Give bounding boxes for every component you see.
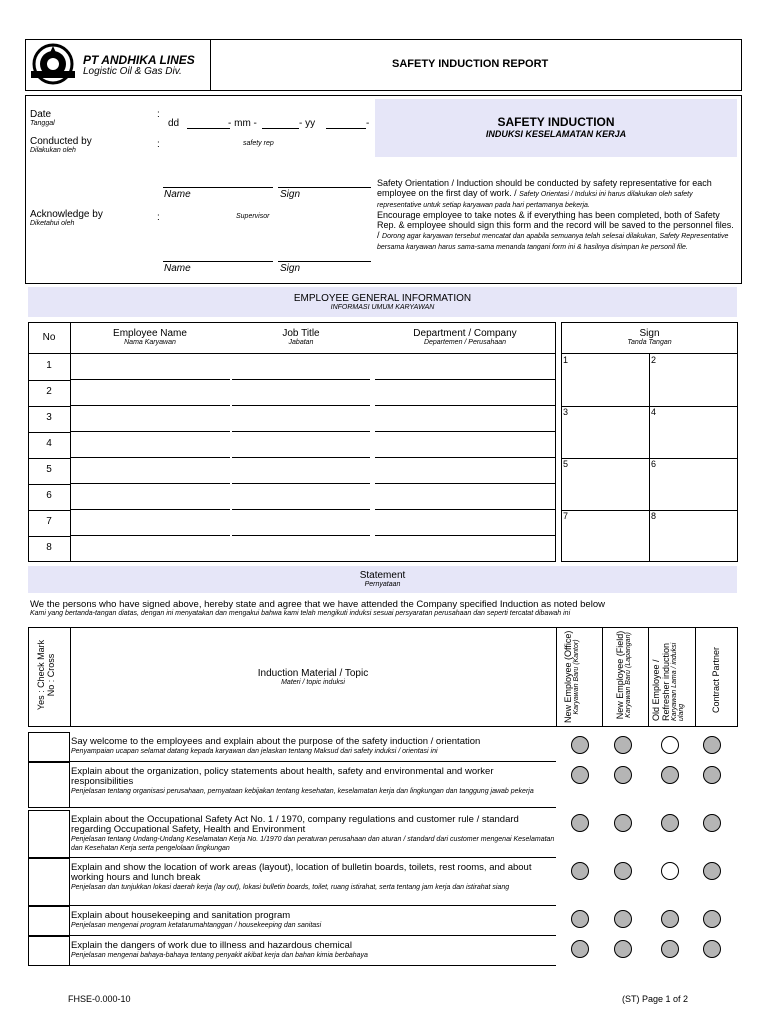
checklist-item bbox=[71, 767, 556, 796]
applicability-circle bbox=[614, 862, 632, 880]
ack-sign-field[interactable] bbox=[278, 261, 371, 262]
job-title-cell[interactable] bbox=[232, 510, 370, 536]
col-dept-header: Department / Company bbox=[413, 328, 517, 339]
employee-name-cell[interactable] bbox=[70, 432, 230, 458]
sign-cell[interactable] bbox=[562, 406, 649, 458]
date-mm-field[interactable] bbox=[262, 128, 299, 129]
date-sublabel: Tanggal bbox=[30, 120, 55, 127]
checklist-item bbox=[71, 815, 556, 853]
employee-row-divider bbox=[28, 380, 70, 381]
applicability-circle bbox=[614, 814, 632, 832]
check-box[interactable] bbox=[28, 762, 70, 808]
col-field-sub: Karyawan Baru (Lapangan) bbox=[625, 632, 632, 718]
applicability-circle bbox=[571, 910, 589, 928]
company-division: Logistic Oil & Gas Div. bbox=[83, 66, 182, 77]
department-cell[interactable] bbox=[375, 406, 555, 432]
col-name-subheader: Nama Karyawan bbox=[124, 339, 176, 346]
employee-info-title: EMPLOYEE GENERAL INFORMATION bbox=[293, 293, 472, 304]
ack-label: Acknowledge by bbox=[30, 209, 103, 220]
applicability-circle bbox=[661, 766, 679, 784]
ack-name-caption: Name bbox=[164, 263, 191, 274]
department-cell[interactable] bbox=[375, 510, 555, 536]
conducted-name-caption: Name bbox=[164, 189, 191, 200]
date-yy-field[interactable] bbox=[326, 128, 366, 129]
job-title-cell[interactable] bbox=[232, 484, 370, 510]
date-end-dash: - bbox=[366, 118, 370, 129]
job-title-cell[interactable] bbox=[232, 432, 370, 458]
date-yy-label: - yy bbox=[299, 118, 316, 129]
check-mark-header bbox=[36, 630, 56, 720]
employee-row-number: 1 bbox=[46, 360, 52, 371]
job-title-cell[interactable] bbox=[232, 458, 370, 484]
employee-row-number: 3 bbox=[46, 412, 52, 423]
applicability-circle bbox=[614, 736, 632, 754]
footer-page: (ST) Page 1 of 2 bbox=[622, 994, 689, 1004]
topic-header: Induction Material / Topic bbox=[257, 668, 369, 679]
department-cell[interactable] bbox=[375, 458, 555, 484]
applicability-circle bbox=[571, 862, 589, 880]
col-no-header: No bbox=[42, 332, 56, 343]
applicability-circle bbox=[661, 910, 679, 928]
header-divider bbox=[210, 39, 211, 91]
check-mark-header-line2: No : Cross bbox=[46, 653, 56, 697]
ack-sign-caption: Sign bbox=[280, 263, 301, 274]
statement-text-id: Kami yang bertanda-tangan diatas, dengan ini menyatakan dan mengakui bahwa kami telah mengikuti induksi sesuai persyaratan perusahaan dan seperti tercatat dibawah ini bbox=[30, 610, 571, 617]
col-office-sub: Karyawan Baru (Kantor) bbox=[573, 639, 580, 715]
date-dd-field[interactable] bbox=[187, 128, 230, 129]
statement-text: We the persons who have signed above, hereby state and agree that we have attended the Company specified Induction as noted below bbox=[30, 599, 605, 610]
applicability-circle bbox=[614, 940, 632, 958]
checklist-row-divider bbox=[70, 857, 556, 858]
col-dept-subheader: Departemen / Perusahaan bbox=[423, 339, 507, 346]
checklist-item bbox=[71, 911, 556, 930]
col-office-header bbox=[563, 631, 580, 723]
employee-row-divider bbox=[28, 458, 70, 459]
checklist-col3-divider bbox=[602, 627, 603, 727]
checklist-col5-divider bbox=[695, 627, 696, 727]
department-cell[interactable] bbox=[375, 432, 555, 458]
induction-title: SAFETY INDUCTION bbox=[497, 115, 615, 129]
sign-cell[interactable] bbox=[562, 510, 649, 562]
applicability-circle bbox=[571, 940, 589, 958]
conducted-name-field[interactable] bbox=[163, 187, 273, 188]
conducted-colon: : bbox=[157, 139, 160, 150]
check-box[interactable] bbox=[28, 810, 70, 858]
ack-sublabel: Diketahui oleh bbox=[30, 220, 75, 227]
check-box[interactable] bbox=[28, 906, 70, 936]
induction-para2: Encourage employee to take notes & if everything has been completed, both of Safety Rep. & employee should sign this form and the record will be saved to the personnel files. / bbox=[377, 210, 734, 240]
checklist-item-subtext: Penjelasan tentang organisasi perusahaan, pernyataan kebijakan tentang kesehatan, keselamatan kerja dan lingkungan dan tanggung jawab pekerja bbox=[71, 788, 534, 795]
job-title-cell[interactable] bbox=[232, 406, 370, 432]
department-cell[interactable] bbox=[375, 354, 555, 380]
ack-name-field[interactable] bbox=[163, 261, 273, 262]
applicability-circle bbox=[703, 814, 721, 832]
sign-cell-number: 5 bbox=[563, 459, 569, 469]
checklist-item-text: Explain and show the location of work areas (layout), location of bulletin boards, toilets, rest rooms, and about working hours and lunch break bbox=[71, 862, 532, 883]
sign-cell-number: 1 bbox=[563, 355, 569, 365]
employee-row-divider bbox=[28, 536, 70, 537]
company-logo bbox=[30, 43, 76, 86]
sign-cell[interactable] bbox=[650, 406, 737, 458]
date-label: Date bbox=[30, 109, 52, 120]
employee-row-number: 4 bbox=[46, 438, 52, 449]
date-mm-label: - mm - bbox=[228, 118, 257, 129]
applicability-circle bbox=[571, 736, 589, 754]
sign-header: Sign bbox=[639, 328, 660, 339]
col-job-header: Job Title bbox=[282, 328, 320, 339]
checklist-row-divider bbox=[70, 935, 556, 936]
date-colon: : bbox=[157, 109, 160, 120]
ack-colon: : bbox=[157, 212, 160, 223]
applicability-circle bbox=[703, 910, 721, 928]
sign-cell-number: 7 bbox=[563, 511, 569, 521]
employee-row-number: 2 bbox=[46, 386, 52, 397]
employee-name-cell[interactable] bbox=[70, 458, 230, 484]
col-field-header bbox=[615, 627, 632, 723]
applicability-circle bbox=[661, 736, 679, 754]
statement-title: Statement bbox=[359, 570, 406, 581]
department-cell[interactable] bbox=[375, 536, 555, 562]
sign-cell-number: 6 bbox=[651, 459, 657, 469]
checklist-item bbox=[71, 863, 556, 892]
job-title-cell[interactable] bbox=[232, 354, 370, 380]
checklist-item-subtext: Penjelasan mengenai program ketatarumahtanggan / housekeeping dan sanitasi bbox=[71, 922, 322, 929]
checklist-item-subtext: Penjelasan tentang Undang-Undang Keselamatan Kerja No. 1/1970 dan peraturan perusahaan dan aturan / standard dari customer mengenai Keselamatan dan Kesehatan Kerja serta pengelolaan lingkungan bbox=[71, 836, 555, 852]
applicability-circle bbox=[571, 814, 589, 832]
employee-name-cell[interactable] bbox=[70, 536, 230, 562]
checklist-col4-divider bbox=[648, 627, 649, 727]
col-old-header bbox=[651, 629, 685, 721]
col-job-subheader: Jabatan bbox=[288, 339, 314, 346]
employee-row-number: 5 bbox=[46, 464, 52, 475]
checklist-item-text: Explain about the organization, policy statements about health, safety and environmental and worker responsibilities bbox=[71, 766, 494, 787]
applicability-circle bbox=[703, 766, 721, 784]
sign-cell-number: 3 bbox=[563, 407, 569, 417]
applicability-circle bbox=[661, 862, 679, 880]
company-name: PT ANDHIKA LINES bbox=[83, 53, 195, 67]
col-old-label: Old Employee / Refresher induction bbox=[651, 642, 671, 721]
date-dd-label: dd bbox=[168, 118, 180, 129]
applicability-circle bbox=[703, 736, 721, 754]
sign-cell[interactable] bbox=[562, 458, 649, 510]
conducted-sublabel: Dilakukan oleh bbox=[30, 147, 76, 154]
check-box[interactable] bbox=[28, 732, 70, 762]
department-cell[interactable] bbox=[375, 380, 555, 406]
sign-cell-number: 4 bbox=[651, 407, 657, 417]
checklist-item-text: Explain the dangers of work due to illness and hazardous chemical bbox=[71, 940, 352, 951]
applicability-circle bbox=[661, 940, 679, 958]
conducted-sign-field[interactable] bbox=[278, 187, 371, 188]
checklist-col2-divider bbox=[556, 627, 557, 727]
check-mark-header-line1: Yes : Check Mark bbox=[36, 639, 46, 711]
employee-row-divider bbox=[28, 510, 70, 511]
col-contract-header: Contract Partner bbox=[711, 646, 721, 713]
applicability-circle bbox=[571, 766, 589, 784]
employee-row-number: 7 bbox=[46, 516, 52, 527]
employee-name-cell[interactable] bbox=[70, 380, 230, 406]
job-title-cell[interactable] bbox=[232, 380, 370, 406]
sign-subheader: Tanda Tangan bbox=[627, 339, 672, 346]
sign-cell[interactable] bbox=[650, 510, 737, 562]
checklist-row-divider bbox=[70, 807, 556, 808]
col-office-label: New Employee (Office) bbox=[563, 630, 573, 723]
employee-row-number: 8 bbox=[46, 542, 52, 553]
induction-subtitle: INDUKSI KESELAMATAN KERJA bbox=[485, 129, 627, 139]
applicability-circle bbox=[703, 862, 721, 880]
conducted-sign-caption: Sign bbox=[280, 189, 301, 200]
induction-para1: Safety Orientation / Induction should be conducted by safety representative for each employee on the first day of work. / bbox=[377, 178, 712, 198]
col-field-label: New Employee (Field) bbox=[615, 630, 625, 720]
checklist-item bbox=[71, 941, 556, 960]
checklist-row-divider bbox=[70, 965, 556, 966]
topic-subheader: Materi / topic induksi bbox=[281, 679, 345, 686]
sign-cell[interactable] bbox=[650, 354, 737, 406]
employee-name-cell[interactable] bbox=[70, 406, 230, 432]
employee-row-number: 6 bbox=[46, 490, 52, 501]
sign-cell[interactable] bbox=[650, 458, 737, 510]
employee-name-cell[interactable] bbox=[70, 510, 230, 536]
applicability-circle bbox=[661, 814, 679, 832]
employee-row-divider bbox=[28, 406, 70, 407]
checklist-item bbox=[71, 737, 556, 756]
sign-cell[interactable] bbox=[562, 354, 649, 406]
check-box[interactable] bbox=[28, 858, 70, 906]
employee-name-cell[interactable] bbox=[70, 354, 230, 380]
checklist-item-text: Say welcome to the employees and explain about the purpose of the safety induction / orientation bbox=[71, 736, 481, 747]
report-title: SAFETY INDUCTION REPORT bbox=[392, 58, 549, 70]
checklist-item-text: Explain about housekeeping and sanitation program bbox=[71, 910, 291, 921]
ack-role: Supervisor bbox=[236, 213, 270, 220]
col-old-sub: Karyawan Lama / induksi ulang bbox=[671, 642, 685, 721]
sign-cell-number: 2 bbox=[651, 355, 657, 365]
induction-instructions bbox=[377, 178, 737, 252]
employee-name-cell[interactable] bbox=[70, 484, 230, 510]
checklist-item-subtext: Penyampaian ucapan selamat datang kepada karyawan dan jelaskan tentang Maksud dari safety induksi / orientasi ini bbox=[71, 748, 438, 755]
footer-code: FHSE-0.000-10 bbox=[68, 994, 131, 1004]
checklist-item-subtext: Penjelasan mengenai bahaya-bahaya tentang penyakit akibat kerja dan bahan kimia berbahaya bbox=[71, 952, 368, 959]
statement-subtitle: Pernyataan bbox=[364, 581, 401, 588]
checklist-item-subtext: Penjelasan dan tunjukkan lokasi daerah kerja (lay out), lokasi bulletin boards, toilet, ruang istirahat, serta tentang jam kerja dan istirahat siang bbox=[71, 884, 510, 891]
check-box[interactable] bbox=[28, 936, 70, 966]
induction-para1-id: Safety Orientasi / Induksi ini harus dilakukan oleh safety representative untuk setiap karyawan pada hari pertamanya bekerja. bbox=[377, 191, 693, 209]
department-cell[interactable] bbox=[375, 484, 555, 510]
sign-cell-number: 8 bbox=[651, 511, 657, 521]
employee-info-subtitle: INFORMASI UMUM KARYAWAN bbox=[330, 304, 435, 311]
job-title-cell[interactable] bbox=[232, 536, 370, 562]
employee-row-divider bbox=[28, 432, 70, 433]
applicability-circle bbox=[614, 910, 632, 928]
col-name-header: Employee Name bbox=[113, 328, 187, 339]
applicability-circle bbox=[614, 766, 632, 784]
checklist-row-divider bbox=[70, 905, 556, 906]
employee-row-divider bbox=[28, 484, 70, 485]
induction-para2-id: Dorong agar karyawan tersebut mencatat dan apabila semuanya telah selesai dilakukan, Safety Representative bersama karyawan harus sama-sama menanda tangani form ini & hasilnya disimpan ke personil file. bbox=[377, 233, 729, 251]
conducted-role: safety rep bbox=[243, 140, 274, 147]
conducted-label: Conducted by bbox=[30, 136, 92, 147]
applicability-circle bbox=[703, 940, 721, 958]
checklist-row-divider bbox=[70, 761, 556, 762]
checklist-item-text: Explain about the Occupational Safety Act No. 1 / 1970, company regulations and customer rule / standard regarding Occupational Safety, Health and Environment bbox=[71, 814, 519, 835]
